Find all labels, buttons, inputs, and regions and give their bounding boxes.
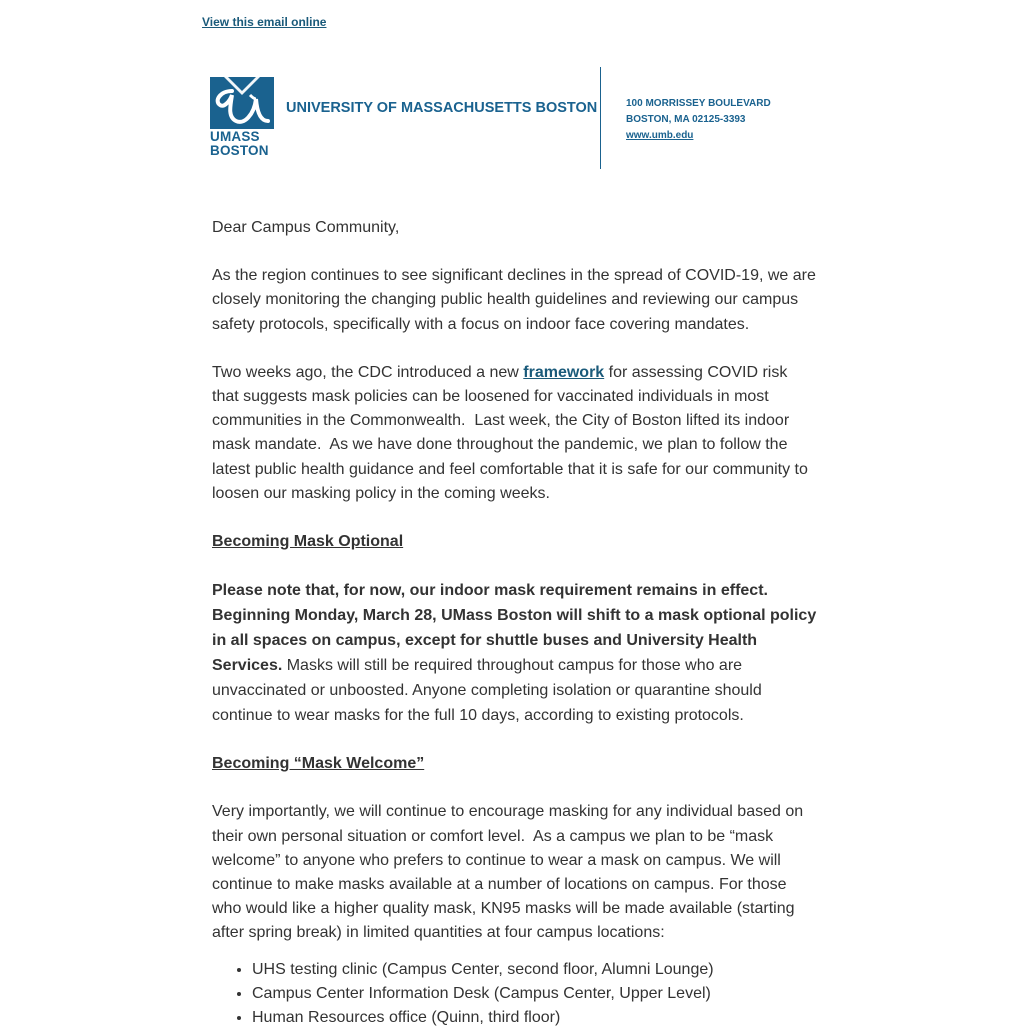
email-header bbox=[210, 67, 810, 169]
umass-boston-logo bbox=[210, 77, 275, 160]
mask-optional-bold-text: Please note that, for now, our indoor mask requirement remains in effect. Beginning Monday, March 28, UMass Boston will shift to a mask optional policy in all spaces on campus, except for shuttle buses and University Health Services. bbox=[212, 582, 817, 675]
logo-wordmark bbox=[210, 130, 276, 158]
logo-u-mark-icon bbox=[210, 77, 274, 129]
address-line-city: BOSTON, MA 02125-3393 bbox=[626, 114, 746, 125]
paragraph-intro: As the region continues to see significant declines in the spread of COVID-19, we are closely monitoring the changing public health guidelines and reviewing our campus safety protocols, specifically with a focus on indoor face covering mandates. bbox=[212, 267, 816, 333]
list-item: • Human Resources office (Quinn, third floor) bbox=[252, 1006, 817, 1030]
header-divider bbox=[600, 67, 601, 169]
address-block bbox=[626, 96, 771, 144]
paragraph-cdc bbox=[212, 361, 817, 506]
kn95-locations-list bbox=[212, 958, 817, 1030]
paragraph-mask-welcome: Very importantly, we will continue to encourage masking for any individual based on their own personal situation or comfort level. As a campus we plan to be “mask welcome” to anyone who prefers to continue to wear a mask on campus. We will continue to make masks available at a number of locations on campus. For those who would like a higher quality mask, KN95 masks will be made available (starting after spring break) in limited quantities at four campus locations: bbox=[212, 803, 804, 942]
paragraph-cdc-text-2: for assessing COVID risk that suggests mask policies can be loosened for vaccinated individuals in most communities in the Commonwealth. Last week, the City of Boston lifted its indoor mask mandate. As we have done throughout the pandemic, we plan to follow the latest public health guidance and feel comfortable that it is safe for our community to loosen our masking policy in the coming weeks. bbox=[212, 363, 808, 502]
logo-line-boston: BOSTON bbox=[210, 143, 269, 158]
address-line-street: 100 MORRISSEY BOULEVARD bbox=[626, 98, 771, 109]
university-name: UNIVERSITY OF MASSACHUSETTS BOSTON bbox=[286, 100, 598, 116]
logo-line-umass: UMASS bbox=[210, 129, 260, 144]
section-heading-mask-welcome: Becoming “Mask Welcome” bbox=[212, 755, 425, 773]
paragraph-mask-optional bbox=[212, 578, 817, 728]
framework-link[interactable]: framework bbox=[523, 363, 605, 381]
mask-optional-text: Masks will still be required throughout campus for those who are unvaccinated or unboosted. Anyone completing isolation or quarantine should continue to wear masks for the full 10 days, according to existing protocols. bbox=[212, 657, 762, 725]
section-heading-mask-optional: Becoming Mask Optional bbox=[212, 533, 404, 551]
greeting: Dear Campus Community, bbox=[212, 219, 400, 236]
list-item: • UHS testing clinic (Campus Center, second floor, Alumni Lounge) bbox=[252, 958, 817, 982]
email-body bbox=[212, 216, 817, 1030]
view-online-link[interactable]: View this email online bbox=[202, 15, 327, 29]
paragraph-cdc-text-1: Two weeks ago, the CDC introduced a new bbox=[212, 363, 524, 381]
website-link[interactable]: www.umb.edu bbox=[626, 130, 694, 141]
list-item: • Campus Center Information Desk (Campus Center, Upper Level) bbox=[252, 982, 817, 1006]
